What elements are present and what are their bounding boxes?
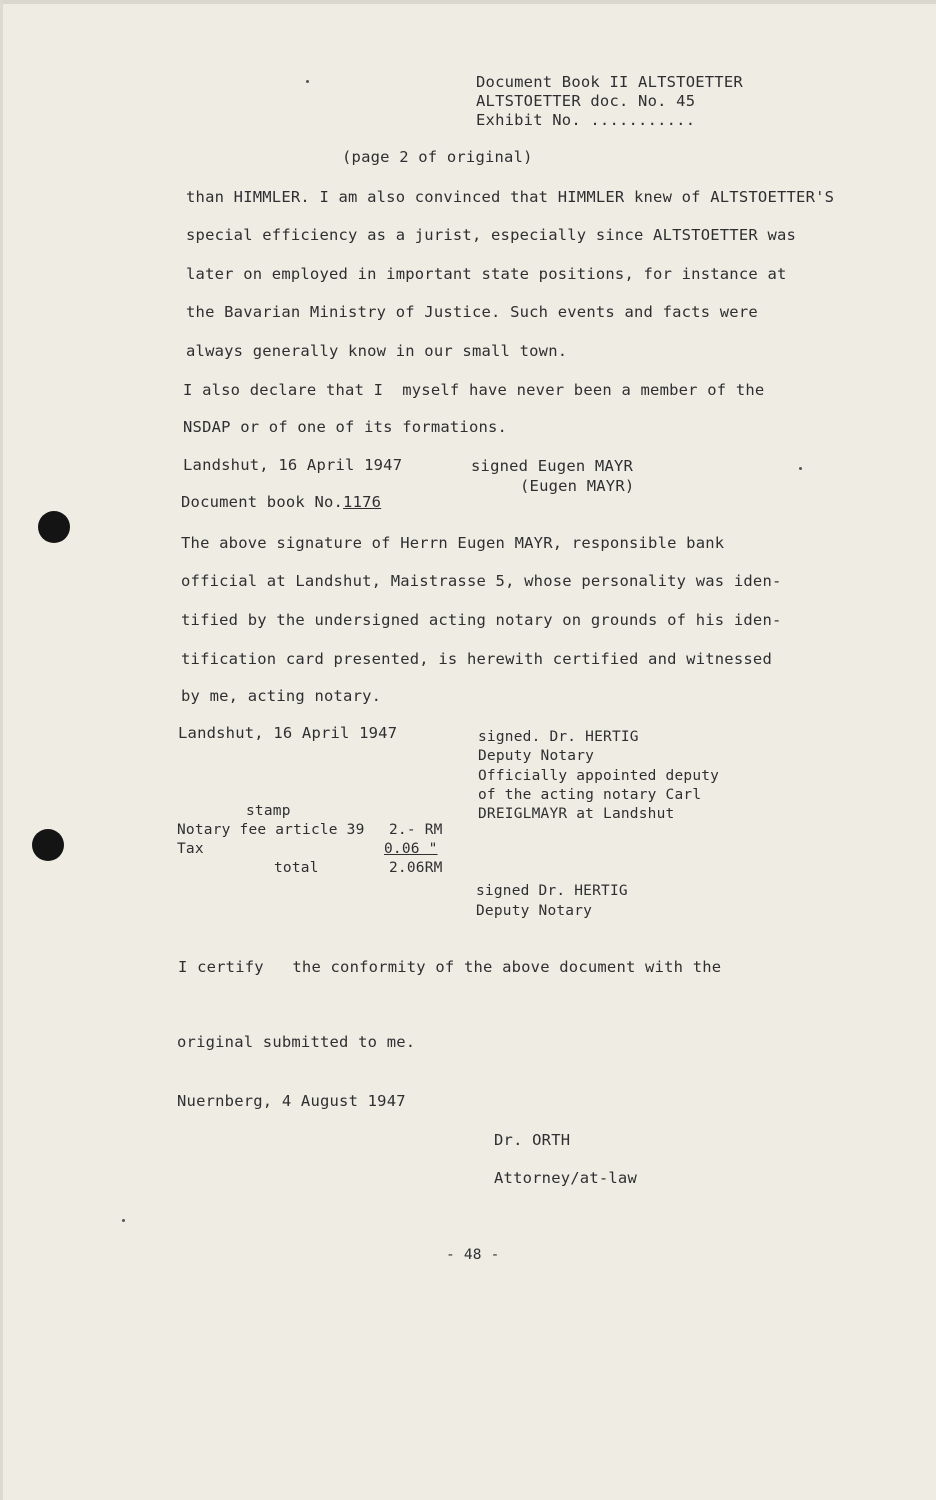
document-book-value: 1176 <box>343 493 382 511</box>
speck <box>799 467 802 470</box>
header-line: Document Book II ALTSTOETTER <box>476 73 743 91</box>
notary-line: of the acting notary Carl <box>478 787 702 803</box>
place-date: Nuernberg, 4 August 1947 <box>177 1092 406 1110</box>
document-book-label: Document book No. <box>181 493 344 511</box>
document-book-number <box>181 492 381 512</box>
notary-line: Deputy Notary <box>478 748 595 764</box>
fee-amount: 2.06RM <box>389 860 443 876</box>
fee-label: Tax <box>177 841 204 857</box>
attorney-name: Dr. ORTH <box>494 1131 571 1149</box>
certification-line: official at Landshut, Maistrasse 5, whose personality was iden- <box>181 572 782 590</box>
fee-amount: 0.06 " <box>384 841 438 857</box>
signature-line: signed Eugen MAYR <box>471 457 634 475</box>
fee-label: Notary fee article 39 <box>177 822 365 838</box>
body-line: I also declare that I myself have never been a member of the <box>183 381 765 399</box>
fee-amount: 2.- RM <box>389 822 443 838</box>
notary-line: DREIGLMAYR at Landshut <box>478 806 675 822</box>
certification-line: tification card presented, is herewith certified and witnessed <box>181 650 772 668</box>
header-line: ALTSTOETTER doc. No. 45 <box>476 92 696 110</box>
signature-title: Deputy Notary <box>476 903 593 919</box>
notary-line: Officially appointed deputy <box>478 768 720 784</box>
body-line: always generally know in our small town. <box>186 342 568 360</box>
signature-name: (Eugen MAYR) <box>520 477 635 495</box>
speck <box>306 80 309 83</box>
header-line: Exhibit No. ........... <box>476 111 696 129</box>
body-line: NSDAP or of one of its formations. <box>183 418 508 436</box>
stamp-label: stamp <box>246 803 291 819</box>
conformity-line: I certify the conformity of the above document with the <box>178 958 722 976</box>
body-line: later on employed in important state positions, for instance at <box>186 265 787 283</box>
fee-label: total <box>274 860 319 876</box>
conformity-line: original submitted to me. <box>177 1033 416 1051</box>
body-line: than HIMMLER. I am also convinced that HIMMLER knew of ALTSTOETTER'S <box>186 188 835 206</box>
notary-line: signed. Dr. HERTIG <box>478 729 639 745</box>
binder-hole <box>32 829 64 861</box>
body-line: the Bavarian Ministry of Justice. Such events and facts were <box>186 303 758 321</box>
speck <box>122 1219 125 1222</box>
body-line: special efficiency as a jurist, especially since ALTSTOETTER was <box>186 226 797 244</box>
signature-line: signed Dr. HERTIG <box>476 883 628 899</box>
certification-line: The above signature of Herrn Eugen MAYR, responsible bank <box>181 534 725 552</box>
attorney-title: Attorney/at-law <box>494 1169 637 1187</box>
page-number: - 48 - <box>446 1247 500 1263</box>
page-edge <box>0 0 3 1500</box>
certification-line: tified by the undersigned acting notary on grounds of his iden- <box>181 611 782 629</box>
binder-hole <box>38 511 70 543</box>
page-edge <box>0 0 936 4</box>
certification-line: by me, acting notary. <box>181 687 382 705</box>
place-date: Landshut, 16 April 1947 <box>178 724 398 742</box>
page-note: (page 2 of original) <box>342 148 533 166</box>
place-date: Landshut, 16 April 1947 <box>183 456 403 474</box>
